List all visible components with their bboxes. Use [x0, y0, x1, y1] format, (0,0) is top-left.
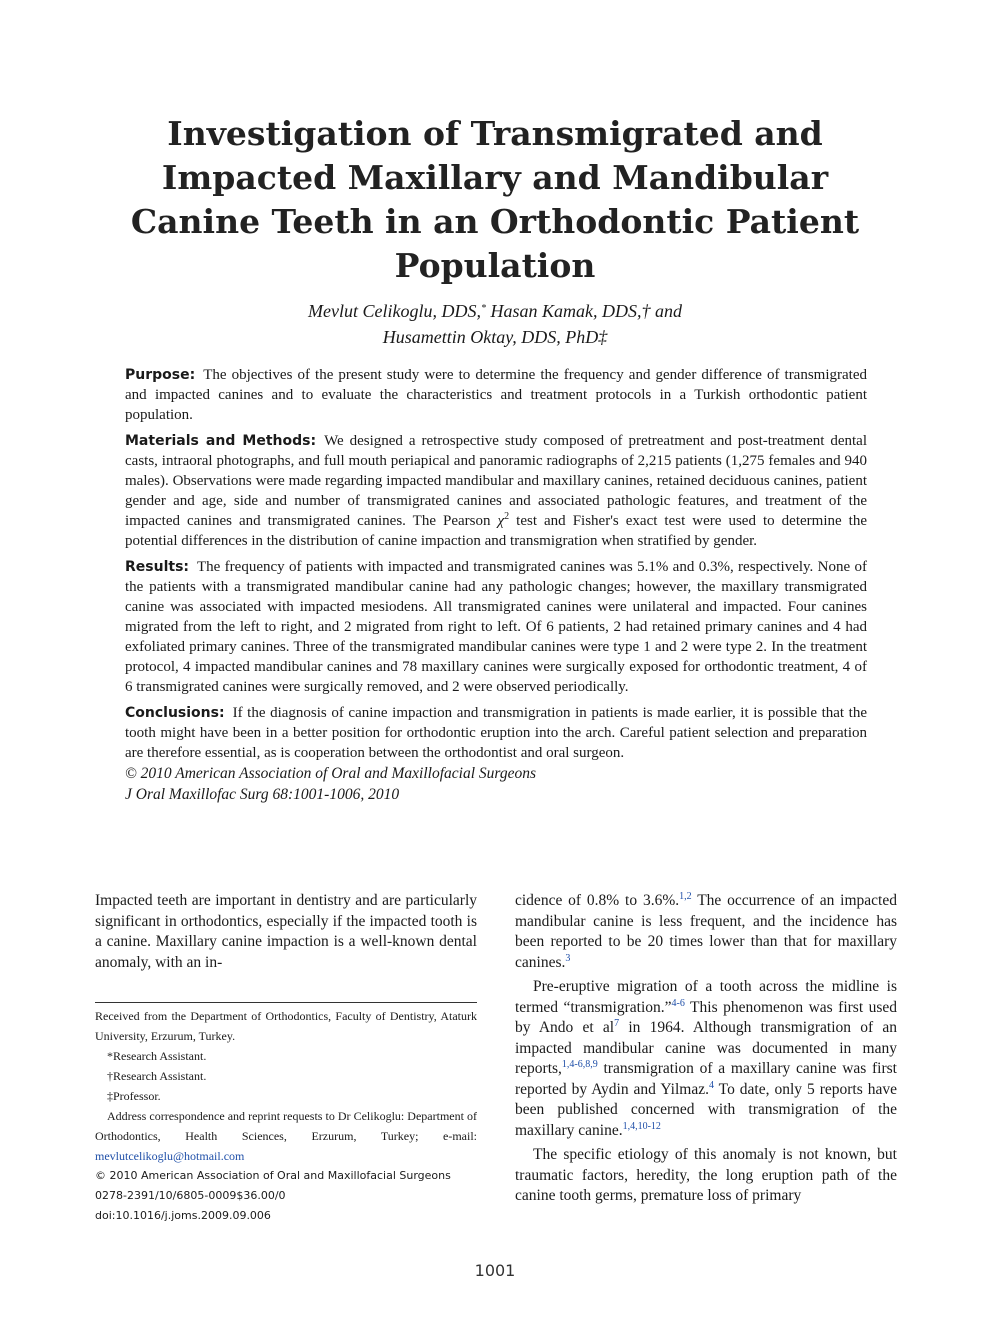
chi-symbol: χ [497, 513, 505, 529]
author-celikoglu: Mevlut Celikoglu, DDS, [308, 301, 481, 321]
text-span: transmigration of a maxillary canine was first reported by Aydin and Yilmaz. [515, 1060, 897, 1098]
abstract [125, 365, 867, 805]
abstract-citation: J Oral Maxillofac Surg 68:1001-1006, 2010 [125, 786, 400, 803]
methods-heading: Materials and Methods: [125, 433, 317, 449]
footnotes [95, 1006, 477, 1226]
abstract-results [125, 557, 867, 697]
reference-link[interactable]: 4-6 [671, 997, 685, 1009]
abstract-purpose [125, 365, 867, 425]
footnote-copyright: © 2010 American Association of Oral and Maxillofacial Surgeons [95, 1169, 451, 1182]
abstract-copyright: © 2010 American Association of Oral and Maxillofacial Surgeons [125, 765, 537, 782]
reference-link[interactable]: 4 [708, 1079, 714, 1091]
text-span: The occurrence of an impacted mandibular canine is less frequent, and the incidence has been reported to be 20 times lower than that for maxillary canines. [515, 892, 897, 971]
abstract-conclusions [125, 703, 867, 763]
footnote-2: †Research Assistant. [107, 1069, 207, 1083]
body-paragraph: Impacted teeth are important in dentistry and are particularly significant in orthodontics, especially if the impacted tooth is a canine. Maxillary canine impaction is a well-known dental anomaly, with an in- [95, 892, 477, 971]
footnote-3: ‡Professor. [107, 1089, 161, 1103]
author-list [160, 298, 830, 350]
body-paragraph: The specific etiology of this anomaly is not known, but traumatic factors, heredity, the long eruption path of the canine tooth germs, premature loss of primary [515, 1146, 897, 1204]
page-number: 1001 [474, 1261, 516, 1280]
chi-squared-exponent: 2 [504, 511, 510, 522]
text-span: To date, only 5 reports have been published concerned with transmigration of the maxillary canine. [515, 1080, 898, 1139]
text-span: This phenomenon was first used by Ando et al [515, 998, 897, 1036]
reference-link[interactable]: 7 [614, 1018, 620, 1029]
footnote-issn: 0278-2391/10/6805-0009$36.00/0 [95, 1189, 286, 1202]
conclusions-heading: Conclusions: [125, 705, 225, 721]
reference-link[interactable]: 3 [565, 952, 571, 964]
article-title: Investigation of Transmigrated and Impacted Maxillary and Mandibular Canine Teeth in an Orthodontic Patient Population [130, 114, 860, 285]
reference-link[interactable]: 1,2 [679, 891, 692, 902]
purpose-heading: Purpose: [125, 367, 196, 383]
text-span: cidence of 0.8% to 3.6%. [515, 892, 680, 909]
abstract-methods [125, 431, 867, 551]
author-kamak: Hasan Kamak, DDS,† and [485, 301, 682, 321]
footnote-address [95, 1106, 477, 1166]
author-line-2: Husamettin Oktay, DDS, PhD‡ [382, 327, 608, 347]
results-heading: Results: [125, 559, 189, 575]
body-column-left [95, 891, 477, 973]
text-span: Pre-eruptive migration of a tooth across the midline is termed “transmigration.” [515, 978, 897, 1016]
body-paragraph [515, 891, 897, 973]
author-line-1 [160, 298, 830, 324]
footnote-doi[interactable]: doi:10.1016/j.joms.2009.09.006 [95, 1209, 271, 1222]
results-text: The frequency of patients with impacted and transmigrated canines was 5.1% and 0.3%, respectively. None of the patients with a transmigrated mandibular canine had any pathologic changes; however, the maxillary transmigrated canine was associated with impacted mesiodens. All transmigrated canines were unilateral and impacted. Four canines migrated from the left to right, and 2 migrated from right to left. Of 6 patients, 2 had retained primary canines and 4 had exfoliated primary canines. Three of the transmigrated mandibular canines were type 1 and 2 were type 2. In the treatment protocol, 4 impacted mandibular canines and 78 maxillary canines were surgically exposed for orthodontic treatment, 4 of 6 transmigrated canines were surgically removed, and 2 were observed periodically. [125, 559, 867, 695]
reference-link[interactable]: 1,4,10-12 [622, 1120, 661, 1132]
author-mark: * [480, 303, 486, 314]
footnote-received: Received from the Department of Orthodontics, Faculty of Dentistry, Ataturk University, Erzurum, Turkey. [95, 1009, 477, 1043]
text-span: in 1964. Although transmigration of an impacted mandibular canine was documented in many reports, [515, 1019, 897, 1077]
footnote-1: *Research Assistant. [107, 1049, 207, 1063]
body-paragraph [515, 977, 897, 1141]
methods-text-a: We designed a retrospective study composed of pretreatment and post-treatment dental casts, intraoral photographs, and full mouth periapical and panoramic radiographs of 2,215 patients (1,275 females and 940 males). Observations were made regarding impacted mandibular and maxillary canines, retained deciduous canines, patient gender and age, side and number of transmigrated canines and associated pathologic features, and treatment of the impacted canines and transmigrated canines. The Pearson [125, 433, 867, 529]
purpose-text: The objectives of the present study were to determine the frequency and gender difference of transmigrated and impacted canines and to evaluate the characteristics and treatment protocols in a Turkish orthodontic patient population. [125, 367, 867, 423]
methods-text-b: test and Fisher's exact test were used to determine the potential differences in the distribution of canine impaction and transmigration when stratified by gender. [125, 513, 867, 549]
body-column-right [515, 891, 897, 1207]
address-text: Address correspondence and reprint requests to Dr Celikoglu: Department of Orthodontics, Health Sciences, Erzurum, Turkey; e-mail: [95, 1109, 477, 1143]
email-link[interactable]: mevlutcelikoglu@hotmail.com [95, 1149, 245, 1163]
footnote-divider [95, 1002, 477, 1003]
conclusions-text: If the diagnosis of canine impaction and transmigration in patients is made earlier, it is possible that the tooth might have been in a better position for orthodontic eruption into the arch. Careful patient selection and preparation are therefore essential, as is cooperation between the orthodontist and oral surgeon. [125, 705, 867, 761]
reference-link[interactable]: 1,4-6,8,9 [561, 1059, 598, 1070]
